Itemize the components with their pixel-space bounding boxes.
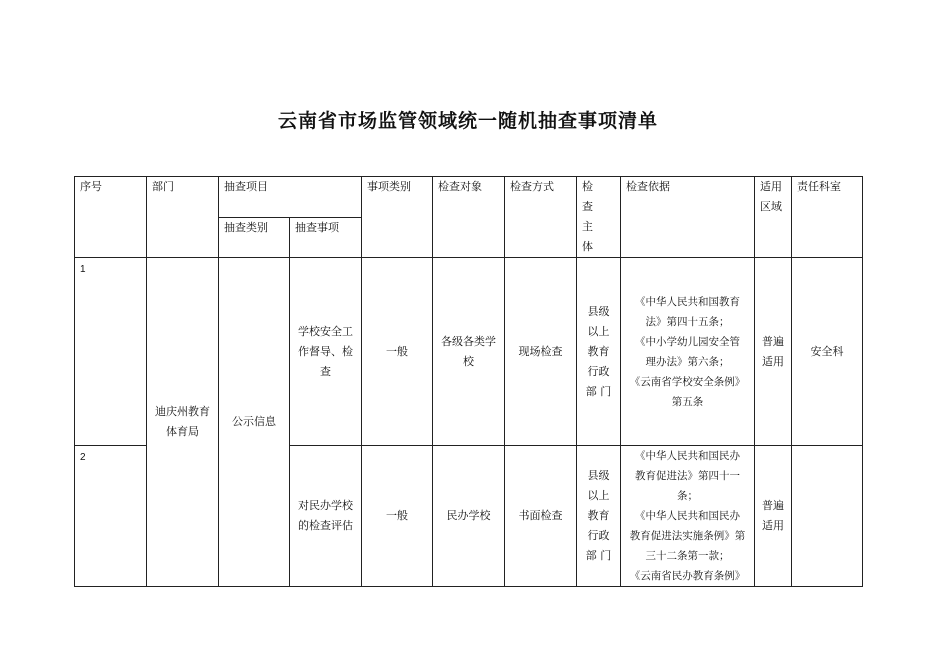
header-item-category: 抽查类别 (219, 217, 290, 258)
row-object: 民办学校 (433, 446, 505, 587)
subject-line: 以上 (587, 489, 610, 502)
row-basis (621, 446, 755, 587)
basis-line: 《中华人民共和国民办 (635, 510, 740, 522)
row-method: 书面检查 (505, 446, 577, 587)
header-method: 检查方式 (505, 177, 577, 258)
basis-line: 《中小学幼儿园安全管 (635, 335, 740, 348)
header-subject: 检 查 主 体 (577, 177, 621, 258)
row-object: 各级各类学校 (433, 258, 505, 446)
basis-line: 《云南省学校安全条例》 (629, 375, 746, 388)
header-item: 抽查项目 (219, 177, 362, 218)
basis-line: 教育促进法实施条例》第 (629, 530, 746, 542)
subject-line: 部 门 (585, 549, 612, 562)
basis-line: 三十二条第一款； (645, 550, 730, 562)
header-dept: 部门 (147, 177, 219, 258)
row-type: 一般 (362, 258, 433, 446)
basis-line: 《中华人民共和国教育 (635, 295, 740, 308)
header-item-matter: 抽查事项 (290, 217, 362, 258)
basis-line: 理办法》第六条； (645, 355, 730, 368)
basis-line: 第五条 (671, 395, 704, 408)
row-region: 普遍适用 (755, 258, 792, 446)
subject-line: 以上 (587, 324, 610, 338)
header-seq: 序号 (75, 177, 147, 258)
row-basis (621, 258, 755, 446)
table-row (75, 258, 863, 446)
basis-line: 《中华人民共和国民办 (635, 450, 740, 462)
inspection-table (74, 176, 863, 587)
basis-line: 《云南省民办教育条例》 (629, 570, 746, 582)
subject-line: 县级 (587, 304, 610, 318)
basis-line: 教育促进法》第四十一条； (635, 470, 740, 502)
row-method: 现场检查 (505, 258, 577, 446)
row-office (792, 446, 863, 587)
row-category: 公示信息 (219, 258, 290, 587)
page-title: 云南省市场监管领域统一随机抽查事项清单 (277, 110, 658, 132)
row-matter: 对民办学校的检查评估 (290, 446, 362, 587)
subject-line: 行政 (587, 529, 610, 542)
header-matter-type: 事项类别 (362, 177, 433, 258)
header-basis: 检查依据 (621, 177, 755, 258)
row-seq: 1 (75, 258, 147, 446)
row-type: 一般 (362, 446, 433, 587)
row-matter: 学校安全工作督导、检查 (290, 258, 362, 446)
subject-line: 教育 (587, 344, 610, 358)
subject-line: 部 门 (585, 384, 612, 398)
header-office: 责任科室 (792, 177, 863, 258)
subject-line: 行政 (587, 364, 610, 378)
row-subject (577, 258, 621, 446)
row-region: 普遍适用 (755, 446, 792, 587)
row-subject (577, 446, 621, 587)
row-seq: 2 (75, 446, 147, 587)
row-office: 安全科 (792, 258, 863, 446)
row-dept: 迪庆州教育体育局 (147, 258, 219, 587)
header-object: 检查对象 (433, 177, 505, 258)
basis-line: 法》第四十五条； (645, 315, 730, 328)
subject-line: 教育 (587, 509, 610, 522)
subject-line: 县级 (587, 469, 610, 482)
header-region: 适用区域 (755, 177, 792, 258)
header-row-1 (75, 177, 863, 218)
